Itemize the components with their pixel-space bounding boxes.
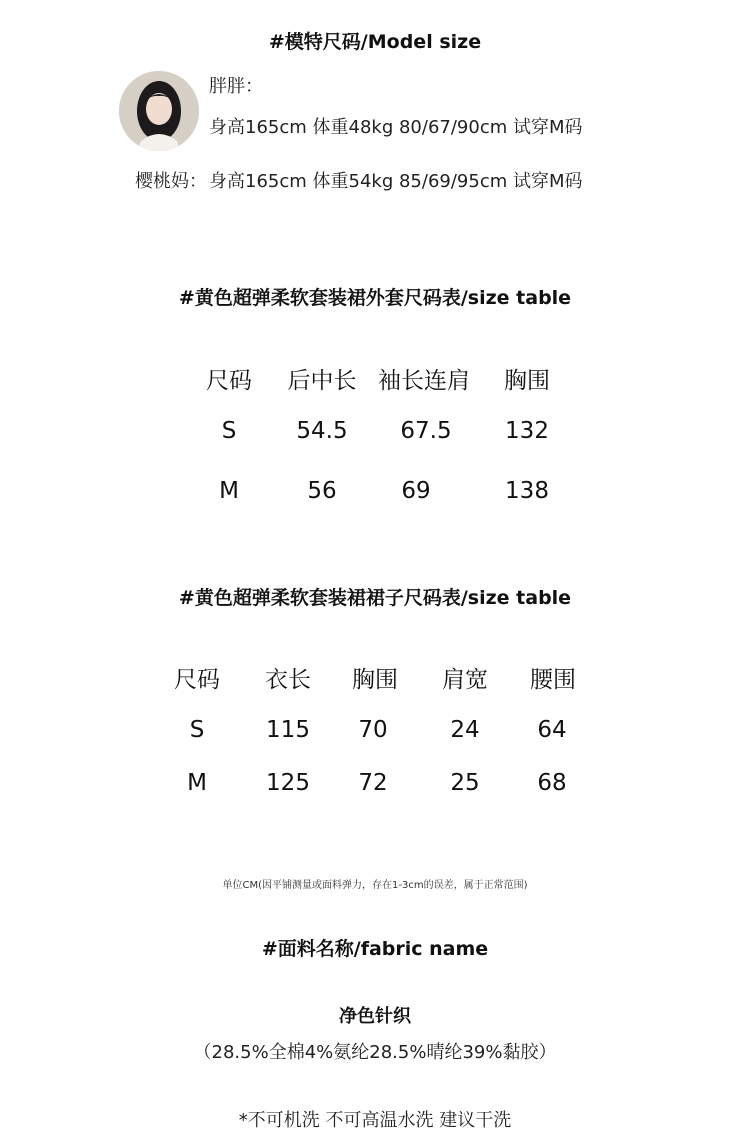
fabric-composition: （28.5%全棉4%氨纶28.5%晴纶39%黏胶） (193, 1042, 557, 1063)
jacket-m-bust: 138 (505, 478, 549, 504)
skirt-header-length: 衣长 (265, 667, 311, 693)
jacket-header-size: 尺码 (206, 368, 252, 394)
model-1-stats: 身高165cm 体重48kg 80/67/90cm 试穿M码 (209, 117, 583, 138)
skirt-s-size: S (189, 717, 205, 743)
model-2-name: 樱桃妈： (135, 171, 207, 192)
skirt-s-shoulder: 24 (450, 717, 480, 743)
jacket-m-back-length: 56 (307, 478, 337, 504)
model-2-stats: 身高165cm 体重54kg 85/69/95cm 试穿M码 (209, 171, 583, 192)
jacket-header-bust: 胸围 (504, 368, 550, 394)
skirt-s-length: 115 (266, 717, 310, 743)
jacket-m-size: M (219, 478, 239, 504)
care-instructions: *不可机洗 不可高温水洗 建议干洗 (238, 1110, 512, 1131)
skirt-header-shoulder: 肩宽 (442, 667, 488, 693)
model-photo (119, 71, 199, 151)
skirt-header-size: 尺码 (174, 667, 220, 693)
jacket-s-bust: 132 (505, 418, 549, 444)
jacket-m-sleeve-length: 69 (401, 478, 431, 504)
skirt-header-bust: 胸围 (352, 667, 398, 693)
skirt-m-size: M (187, 770, 207, 796)
unit-note: 单位CM(因平铺测量或面料弹力，存在1-3cm的误差，属于正常范围) (222, 880, 528, 891)
model-1-name: 胖胖： (209, 76, 263, 97)
skirt-m-length: 125 (266, 770, 310, 796)
fabric-heading: #面料名称/fabric name (261, 938, 489, 960)
jacket-s-sleeve-length: 67.5 (400, 418, 452, 444)
skirt-header-waist: 腰围 (530, 667, 576, 693)
skirt-s-bust: 70 (358, 717, 388, 743)
jacket-header-sleeve-length: 袖长连肩 (378, 368, 470, 394)
jacket-s-size: S (221, 418, 237, 444)
skirt-m-shoulder: 25 (450, 770, 480, 796)
jacket-header-back-length: 后中长 (287, 368, 357, 394)
model-avatar (119, 71, 199, 151)
skirt-m-bust: 72 (358, 770, 388, 796)
skirt-table-heading: #黄色超弹柔软套装裙裙子尺码表/size table (178, 587, 572, 609)
skirt-s-waist: 64 (537, 717, 567, 743)
jacket-table-heading: #黄色超弹柔软套装裙外套尺码表/size table (178, 287, 572, 309)
skirt-m-waist: 68 (537, 770, 567, 796)
fabric-name: 净色针织 (339, 1006, 411, 1027)
jacket-s-back-length: 54.5 (296, 418, 348, 444)
model-size-heading: #模特尺码/Model size (268, 31, 482, 53)
